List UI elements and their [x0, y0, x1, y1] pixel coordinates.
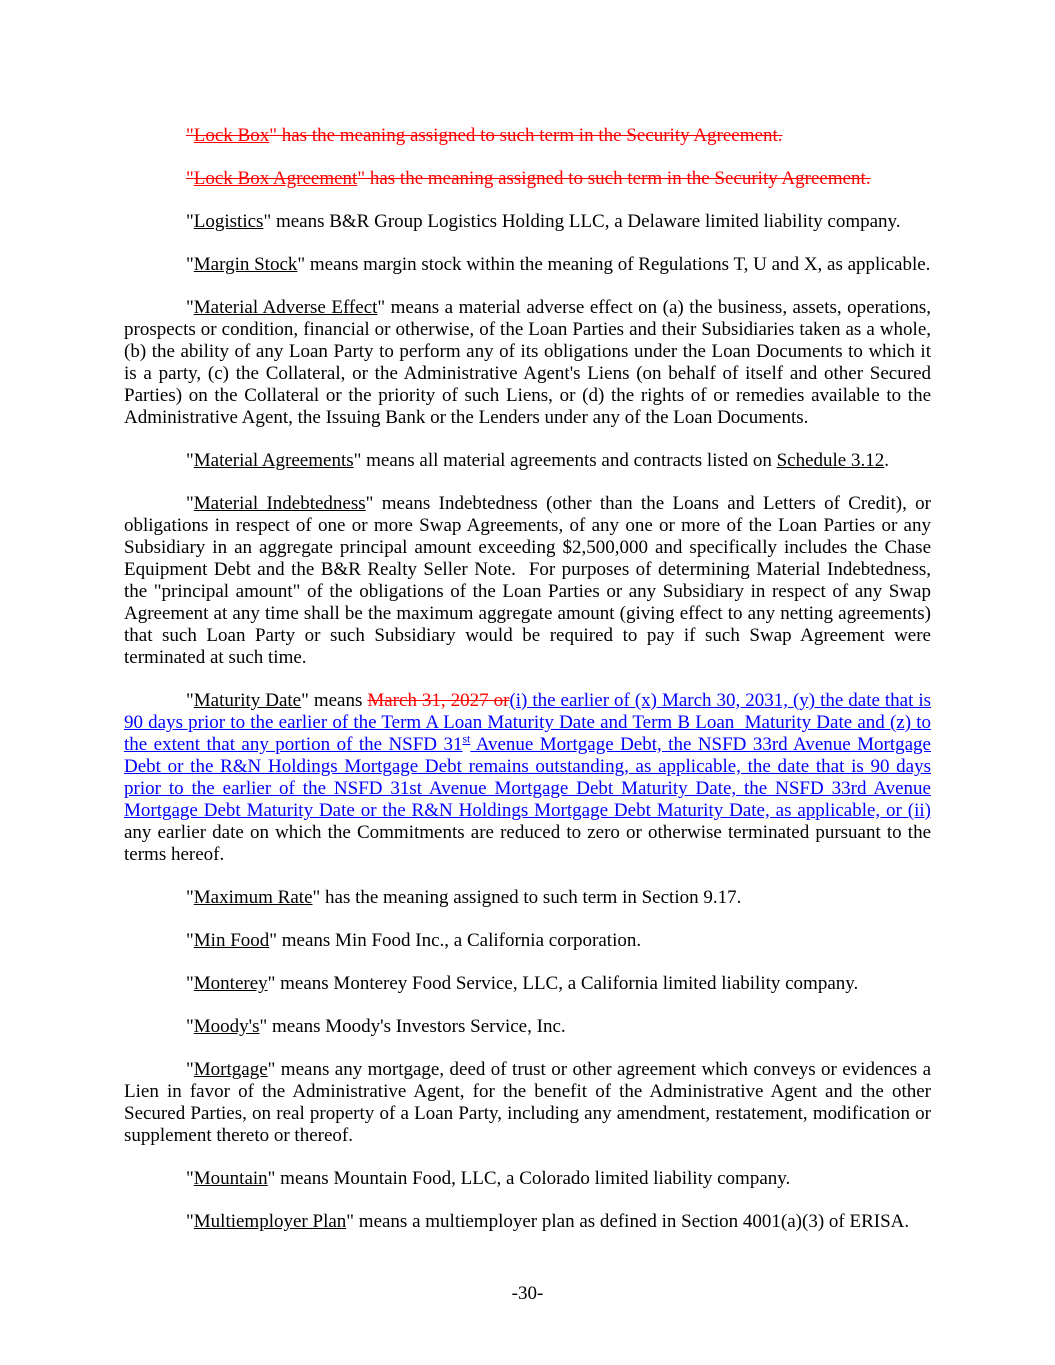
- text-run: " means B&R Group Logistics Holding LLC, a Delaware limited liability company.: [263, 211, 901, 232]
- text-run: ": [186, 1211, 194, 1232]
- text-run: ": [186, 493, 194, 514]
- defined-term: Moody's: [193, 1016, 260, 1037]
- text-run: ": [186, 297, 194, 318]
- paragraph: [124, 1168, 931, 1190]
- text-run: " has the meaning assigned to such term in Section 9.17.: [312, 887, 742, 908]
- inserted-text: st: [462, 732, 471, 746]
- defined-term: Monterey: [193, 973, 268, 994]
- paragraph: [124, 690, 931, 866]
- text-run: " means: [301, 690, 368, 711]
- text-run: " means Monterey Food Service, LLC, a California limited liability company.: [267, 973, 859, 994]
- text-run: ": [186, 254, 194, 275]
- text-run: " means any mortgage, deed of trust or other agreement which conveys or evidences a Lien in favor of the Administrative Agent, for the benefit of the Administrative Agent and the other Secured Parties, on real property of a Loan Party, including any amendment, restatement, modification or supplement thereto or thereof.: [124, 1059, 931, 1146]
- defined-term: Maturity Date: [193, 690, 302, 711]
- text-run: ": [186, 1059, 194, 1080]
- text-run: " means all material agreements and contracts listed on: [353, 450, 777, 471]
- paragraph: [124, 125, 931, 147]
- text-run: " means Min Food Inc., a California corporation.: [269, 930, 642, 951]
- inserted-text: Avenue Mortgage Debt, the NSFD 33rd Avenue Mortgage Debt or the R&N Holdings Mortgage Debt remains outstanding, as applicable, the date that is 90 days prior to the earlier of the NSFD 31st Avenue Mortgage Debt Maturity Date, the NSFD 33rd Avenue Mortgage Debt Maturity Date or the R&N Holdings Mortgage Debt Maturity Date, as applicable, or (ii): [124, 734, 931, 821]
- text-run: .: [884, 450, 889, 471]
- deleted-text: " has the meaning assigned to such term in the Security Agreement.: [269, 125, 783, 146]
- paragraph: [124, 1016, 931, 1038]
- text-run: any earlier date on which the Commitments are reduced to zero or otherwise terminated pursuant to the terms hereof.: [124, 822, 931, 865]
- text-run: ": [186, 450, 194, 471]
- paragraph: [124, 1059, 931, 1147]
- defined-term: Material Indebtedness: [193, 493, 366, 514]
- paragraph: [124, 973, 931, 995]
- text-run: " means margin stock within the meaning of Regulations T, U and X, as applicable.: [297, 254, 931, 275]
- deleted-text: Lock Box Agreement: [193, 168, 358, 189]
- text-run: ": [186, 211, 194, 232]
- text-run: " means a material adverse effect on (a) the business, assets, operations, prospects or condition, financial or otherwise, of the Loan Parties and their Subsidiaries taken as a whole, (b) the ability of any Loan Party to perform any of its obligations under the Loan Documents to which it is a party, (c) the Collateral, or the Administrative Agent's Liens (on behalf of itself and other Secured Parties) on the Collateral or the priority of such Liens, or (d) the rights of or remedies available to the Administrative Agent, the Issuing Bank or the Lenders under any of the Loan Documents.: [124, 297, 932, 428]
- page-number: -30-: [511, 1283, 544, 1304]
- paragraph: [124, 887, 931, 909]
- paragraph: [124, 450, 931, 472]
- defined-term: Mortgage: [193, 1059, 268, 1080]
- defined-term: Multiemployer Plan: [193, 1211, 347, 1232]
- defined-term: Logistics: [193, 211, 264, 232]
- defined-term: Material Agreements: [193, 450, 354, 471]
- defined-term: Maximum Rate: [193, 887, 313, 908]
- text-run: ": [186, 887, 194, 908]
- text-run: ": [186, 930, 194, 951]
- paragraph: [124, 493, 931, 669]
- text-run: " means Mountain Food, LLC, a Colorado limited liability company.: [267, 1168, 791, 1189]
- paragraph: [124, 254, 931, 276]
- defined-term: Schedule 3.12: [776, 450, 885, 471]
- document-body: [124, 125, 931, 1233]
- paragraph: [124, 168, 931, 190]
- defined-term: Material Adverse Effect: [193, 297, 378, 318]
- text-run: " means a multiemployer plan as defined in Section 4001(a)(3) of ERISA.: [346, 1211, 910, 1232]
- paragraph: [124, 297, 931, 429]
- text-run: ": [186, 690, 194, 711]
- deleted-text: " has the meaning assigned to such term in the Security Agreement.: [357, 168, 871, 189]
- text-run: " means Indebtedness (other than the Loans and Letters of Credit), or obligations in respect of one or more Swap Agreements, of any one or more of the Loan Parties or any Subsidiary in an aggregate principal amount exceeding $2,500,000 and specifically includes the Chase Equipment Debt and the B&R Realty Seller Note. For purposes of determining Material Indebtedness, the "principal amount" of the obligations of the Loan Parties or any Subsidiary in respect of any Swap Agreement at any time shall be the maximum aggregate amount (giving effect to any netting agreements) that such Loan Party or such Subsidiary would be required to pay if such Swap Agreement were terminated at such time.: [124, 493, 931, 668]
- text-run: ": [186, 1016, 194, 1037]
- paragraph: [124, 930, 931, 952]
- text-run: " means Moody's Investors Service, Inc.: [259, 1016, 566, 1037]
- deleted-text: Lock Box: [193, 125, 270, 146]
- text-run: ": [186, 973, 194, 994]
- deleted-text: ": [186, 125, 194, 146]
- text-run: ": [186, 1168, 194, 1189]
- inserted-text: (i) the earlier of (x) March 30, 2031, (y) the date that is 90 days prior to the earlier of the Term A Loan Maturity Date and Term B Loan Maturity Date and (z) to the extent that any portion of the NSFD 31: [124, 690, 932, 755]
- deleted-text: March 31, 2027 or: [367, 690, 510, 711]
- deleted-text: ": [186, 168, 194, 189]
- defined-term: Min Food: [193, 930, 270, 951]
- defined-term: Mountain: [193, 1168, 268, 1189]
- paragraph: [124, 1211, 931, 1233]
- paragraph: [124, 211, 931, 233]
- defined-term: Margin Stock: [193, 254, 298, 275]
